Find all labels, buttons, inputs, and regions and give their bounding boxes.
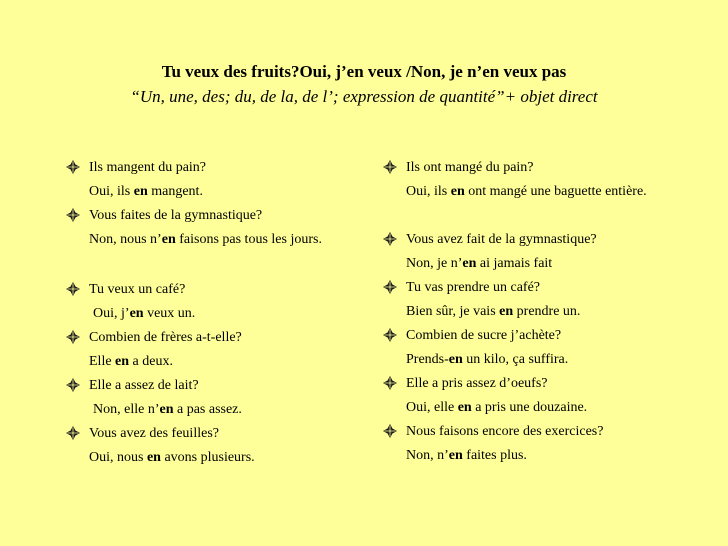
question-item	[383, 424, 706, 440]
pronoun-en: en	[133, 184, 148, 199]
answer-text: un kilo, ça suffira.	[462, 352, 569, 367]
diamond-bullet-icon	[66, 330, 80, 344]
pronoun-en: en	[499, 304, 514, 319]
diamond-bullet-icon	[383, 232, 397, 246]
diamond-bullet-icon	[383, 376, 397, 390]
answer-text: Oui, elle	[406, 400, 458, 415]
question-text: Ils ont mangé du pain?	[406, 160, 534, 175]
answer-item	[383, 400, 706, 416]
answer-text: Oui, ils	[89, 184, 134, 199]
answer-item	[66, 354, 359, 370]
answer-text: Prends-	[406, 352, 449, 367]
question-text: Ils mangent du pain?	[89, 160, 207, 175]
answer-item	[66, 450, 359, 466]
pronoun-en: en	[457, 400, 472, 415]
answer-text: avons plusieurs.	[160, 450, 255, 465]
pronoun-en: en	[450, 184, 465, 199]
question-item	[66, 160, 359, 176]
answer-text: Elle	[89, 354, 116, 369]
diamond-bullet-icon	[383, 424, 397, 438]
answer-text: mangent.	[147, 184, 203, 199]
answer-item	[383, 184, 706, 200]
answer-item	[383, 448, 706, 464]
slide-title: Tu veux des fruits?Oui, j’en veux /Non, je n’en veux pas	[161, 62, 567, 81]
answer-item	[383, 352, 706, 368]
answer-text: veux un.	[143, 306, 196, 321]
answer-text: Oui, j’	[93, 306, 130, 321]
answer-item	[383, 304, 706, 320]
question-item	[383, 280, 706, 296]
diamond-bullet-icon	[383, 328, 397, 342]
question-text: Vous avez fait de la gymnastique?	[406, 232, 597, 247]
answer-text: ont mangé une baguette entière.	[464, 184, 647, 199]
question-text: Tu veux un café?	[89, 282, 186, 297]
answer-text: a pas assez.	[173, 402, 242, 417]
answer-text: ai jamais fait	[476, 256, 553, 271]
pronoun-en: en	[146, 450, 161, 465]
diamond-bullet-icon	[66, 378, 80, 392]
diamond-bullet-icon	[383, 160, 397, 174]
diamond-bullet-icon	[66, 426, 80, 440]
question-item	[66, 282, 359, 298]
answer-text: Non, nous n’	[89, 232, 162, 247]
question-item	[66, 426, 359, 442]
pronoun-en: en	[159, 402, 174, 417]
question-item	[383, 376, 706, 392]
answer-item	[66, 402, 363, 418]
question-item	[66, 330, 359, 346]
answer-item	[66, 184, 359, 200]
pronoun-en: en	[462, 256, 477, 271]
pronoun-en: en	[115, 354, 130, 369]
answer-text: Oui, nous	[89, 450, 147, 465]
diamond-bullet-icon	[66, 208, 80, 222]
pronoun-en: en	[448, 352, 463, 367]
answer-text: Oui, ils	[406, 184, 451, 199]
question-text: Elle a assez de lait?	[89, 378, 199, 393]
diamond-bullet-icon	[66, 160, 80, 174]
pronoun-en: en	[448, 448, 463, 463]
question-text: Elle a pris assez d’oeufs?	[406, 376, 548, 391]
answer-text: Bien sûr, je vais	[406, 304, 500, 319]
answer-text: faisons pas tous les jours.	[175, 232, 322, 247]
question-text: Vous avez des feuilles?	[89, 426, 219, 441]
answer-item	[66, 306, 363, 322]
answer-item	[383, 256, 706, 272]
question-text: Nous faisons encore des exercices?	[406, 424, 604, 439]
answer-text: Non, n’	[406, 448, 449, 463]
diamond-bullet-icon	[383, 280, 397, 294]
question-text: Combien de sucre j’achète?	[406, 328, 562, 343]
diamond-bullet-icon	[66, 282, 80, 296]
question-text: Combien de frères a-t-elle?	[89, 330, 242, 345]
answer-text: Non, je n’	[406, 256, 463, 271]
answer-text: a pris une douzaine.	[471, 400, 588, 415]
answer-item	[66, 232, 359, 248]
answer-text: prendre un.	[513, 304, 581, 319]
question-item	[383, 328, 706, 344]
pronoun-en: en	[129, 306, 144, 321]
question-item	[383, 160, 706, 176]
question-text: Vous faites de la gymnastique?	[89, 208, 263, 223]
question-item	[383, 232, 706, 248]
pronoun-en: en	[161, 232, 176, 247]
answer-text: faites plus.	[462, 448, 527, 463]
question-text: Tu vas prendre un café?	[406, 280, 540, 295]
answer-text: Non, elle n’	[93, 402, 160, 417]
question-item	[66, 208, 359, 224]
question-item	[66, 378, 359, 394]
slide-subtitle: “Un, une, des; du, de la, de l’; expression de quantité”+ objet direct	[130, 87, 598, 106]
answer-text: a deux.	[129, 354, 173, 369]
